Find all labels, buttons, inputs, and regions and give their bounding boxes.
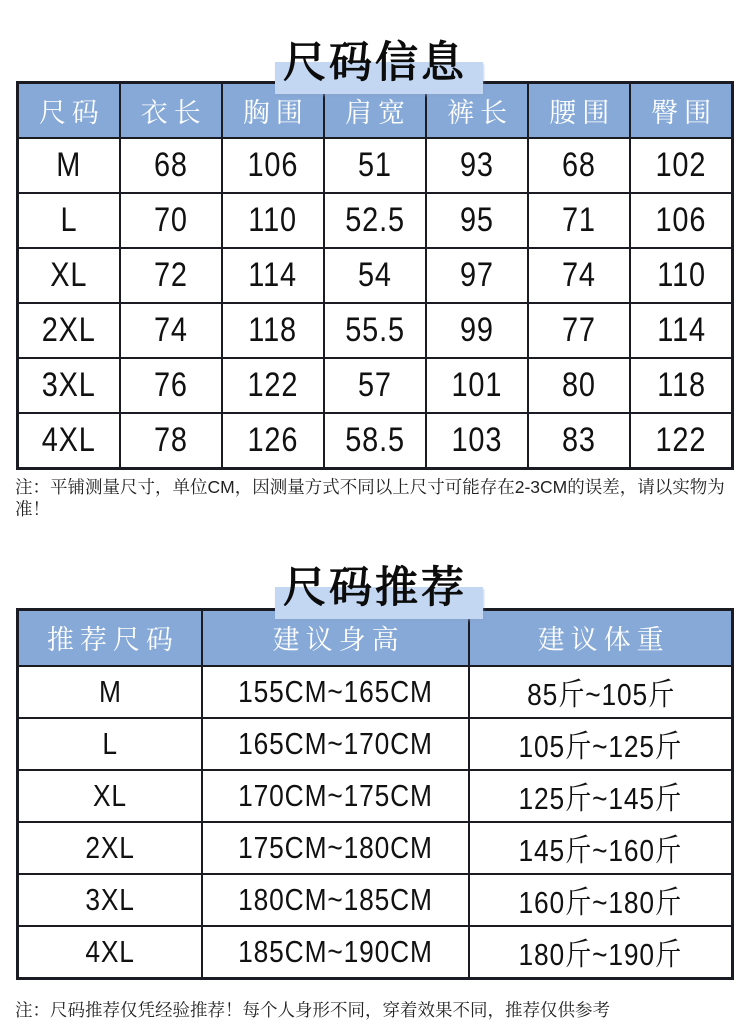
value-cell	[426, 248, 528, 303]
cell-text: 185CM~190CM	[238, 933, 433, 969]
value-cell	[469, 822, 732, 874]
cell-text: XL	[92, 777, 127, 813]
size-info-table	[16, 81, 734, 470]
cell-text: 114	[248, 256, 298, 294]
size-info-title-text: 尺码信息	[283, 38, 467, 87]
cell-text: 76	[153, 366, 188, 404]
value-cell	[120, 358, 222, 413]
table-row	[18, 718, 733, 770]
cell-text: 54	[358, 256, 392, 294]
cell-text: 103	[451, 421, 503, 459]
value-cell	[528, 138, 630, 193]
size-info-title	[283, 39, 467, 87]
table-row	[18, 193, 733, 248]
cell-text: 55.5	[345, 311, 405, 349]
column-header: 臀围	[630, 83, 732, 139]
cell-text: 170CM~175CM	[238, 777, 433, 813]
cell-text: 118	[248, 311, 298, 349]
value-cell	[528, 358, 630, 413]
cell-text: 126	[247, 421, 299, 459]
column-header: 衣长	[120, 83, 222, 139]
size-cell	[18, 874, 202, 926]
cell-text: 180CM~185CM	[238, 881, 433, 917]
size-info-title-wrap	[0, 0, 750, 87]
cell-text: 180斤~190斤	[518, 937, 683, 973]
table-row	[18, 770, 733, 822]
measurement-note: 注：平铺测量尺寸，单位CM，因测量方式不同以上尺寸可能存在2-3CM的误差，请以实物为准！	[15, 477, 725, 519]
value-cell	[426, 413, 528, 469]
cell-text: 106	[655, 201, 707, 239]
size-cell	[18, 138, 120, 193]
cell-text: 4XL	[85, 933, 135, 969]
cell-text: 68	[153, 146, 188, 184]
value-cell	[324, 193, 426, 248]
value-cell	[469, 926, 732, 979]
cell-text: 95	[460, 201, 495, 239]
cell-text: 99	[460, 311, 495, 349]
value-cell	[120, 193, 222, 248]
column-header: 裤长	[426, 83, 528, 139]
cell-text: 101	[451, 366, 503, 404]
value-cell	[222, 138, 324, 193]
size-reco-title-text: 尺码推荐	[283, 563, 467, 612]
size-cell	[18, 770, 202, 822]
cell-text: 68	[562, 146, 597, 184]
value-cell	[426, 193, 528, 248]
value-cell	[630, 413, 732, 469]
cell-text: 77	[562, 311, 597, 349]
cell-text: 106	[247, 146, 299, 184]
table-row	[18, 138, 733, 193]
cell-text: 3XL	[85, 881, 135, 917]
value-cell	[426, 138, 528, 193]
value-cell	[630, 138, 732, 193]
column-header: 建议体重	[469, 609, 732, 666]
table-row	[18, 926, 733, 979]
column-header: 胸围	[222, 83, 324, 139]
value-cell	[324, 138, 426, 193]
cell-text: 125斤~145斤	[518, 781, 683, 817]
cell-text: 102	[655, 146, 707, 184]
value-cell	[324, 358, 426, 413]
value-cell	[528, 193, 630, 248]
value-cell	[120, 138, 222, 193]
column-header: 推荐尺码	[18, 609, 202, 666]
cell-text: 4XL	[41, 421, 96, 459]
table-row	[18, 413, 733, 469]
size-cell	[18, 413, 120, 469]
cell-text: 110	[656, 256, 706, 294]
cell-text: 175CM~180CM	[238, 829, 433, 865]
size-reco-title	[283, 564, 467, 612]
cell-text: 118	[656, 366, 706, 404]
size-cell	[18, 248, 120, 303]
cell-text: 57	[358, 366, 392, 404]
column-header: 建议身高	[202, 609, 469, 666]
value-cell	[202, 822, 469, 874]
value-cell	[528, 413, 630, 469]
value-cell	[469, 874, 732, 926]
value-cell	[630, 358, 732, 413]
cell-text: 85斤~105斤	[526, 677, 675, 713]
cell-text: 122	[655, 421, 707, 459]
table-row	[18, 248, 733, 303]
value-cell	[528, 303, 630, 358]
value-cell	[202, 718, 469, 770]
cell-text: 58.5	[345, 421, 405, 459]
value-cell	[528, 248, 630, 303]
size-cell	[18, 718, 202, 770]
cell-text: 145斤~160斤	[518, 833, 683, 869]
column-header: 腰围	[528, 83, 630, 139]
cell-text: 3XL	[41, 366, 96, 404]
table-row	[18, 874, 733, 926]
cell-text: 105斤~125斤	[518, 729, 683, 765]
table-row	[18, 666, 733, 718]
value-cell	[426, 358, 528, 413]
cell-text: M	[98, 673, 122, 709]
value-cell	[469, 770, 732, 822]
value-cell	[222, 303, 324, 358]
cell-text: L	[60, 201, 78, 239]
size-cell	[18, 822, 202, 874]
size-cell	[18, 926, 202, 979]
value-cell	[324, 248, 426, 303]
value-cell	[469, 666, 732, 718]
value-cell	[202, 770, 469, 822]
cell-text: 51	[358, 146, 392, 184]
table-row	[18, 822, 733, 874]
value-cell	[222, 358, 324, 413]
cell-text: 165CM~170CM	[238, 725, 433, 761]
value-cell	[630, 193, 732, 248]
cell-text: XL	[50, 256, 88, 294]
value-cell	[426, 303, 528, 358]
cell-text: 74	[562, 256, 597, 294]
value-cell	[202, 666, 469, 718]
cell-text: 97	[460, 256, 495, 294]
cell-text: 70	[153, 201, 188, 239]
value-cell	[120, 413, 222, 469]
cell-text: 110	[248, 201, 298, 239]
cell-text: M	[56, 146, 82, 184]
value-cell	[630, 303, 732, 358]
column-header: 尺码	[18, 83, 120, 139]
size-cell	[18, 303, 120, 358]
cell-text: 114	[656, 311, 706, 349]
cell-text: 83	[562, 421, 597, 459]
cell-text: 80	[562, 366, 597, 404]
cell-text: 2XL	[41, 311, 96, 349]
value-cell	[120, 303, 222, 358]
value-cell	[202, 874, 469, 926]
cell-text: L	[102, 725, 118, 761]
cell-text: 52.5	[345, 201, 405, 239]
cell-text: 93	[460, 146, 495, 184]
size-cell	[18, 193, 120, 248]
cell-text: 71	[562, 201, 597, 239]
column-header: 肩宽	[324, 83, 426, 139]
value-cell	[202, 926, 469, 979]
value-cell	[324, 413, 426, 469]
cell-text: 155CM~165CM	[238, 673, 433, 709]
value-cell	[222, 413, 324, 469]
value-cell	[469, 718, 732, 770]
cell-text: 78	[153, 421, 188, 459]
size-cell	[18, 666, 202, 718]
cell-text: 160斤~180斤	[518, 885, 683, 921]
value-cell	[120, 248, 222, 303]
cell-text: 2XL	[85, 829, 135, 865]
size-reco-title-wrap	[0, 521, 750, 612]
table-row	[18, 358, 733, 413]
table-row	[18, 303, 733, 358]
cell-text: 74	[153, 311, 188, 349]
value-cell	[222, 193, 324, 248]
size-cell	[18, 358, 120, 413]
recommendation-note: 注：尺码推荐仅凭经验推荐！每个人身形不同，穿着效果不同，推荐仅供参考	[15, 999, 610, 1020]
size-recommendation-table	[16, 608, 734, 980]
cell-text: 122	[247, 366, 299, 404]
cell-text: 72	[153, 256, 188, 294]
value-cell	[222, 248, 324, 303]
value-cell	[324, 303, 426, 358]
value-cell	[630, 248, 732, 303]
